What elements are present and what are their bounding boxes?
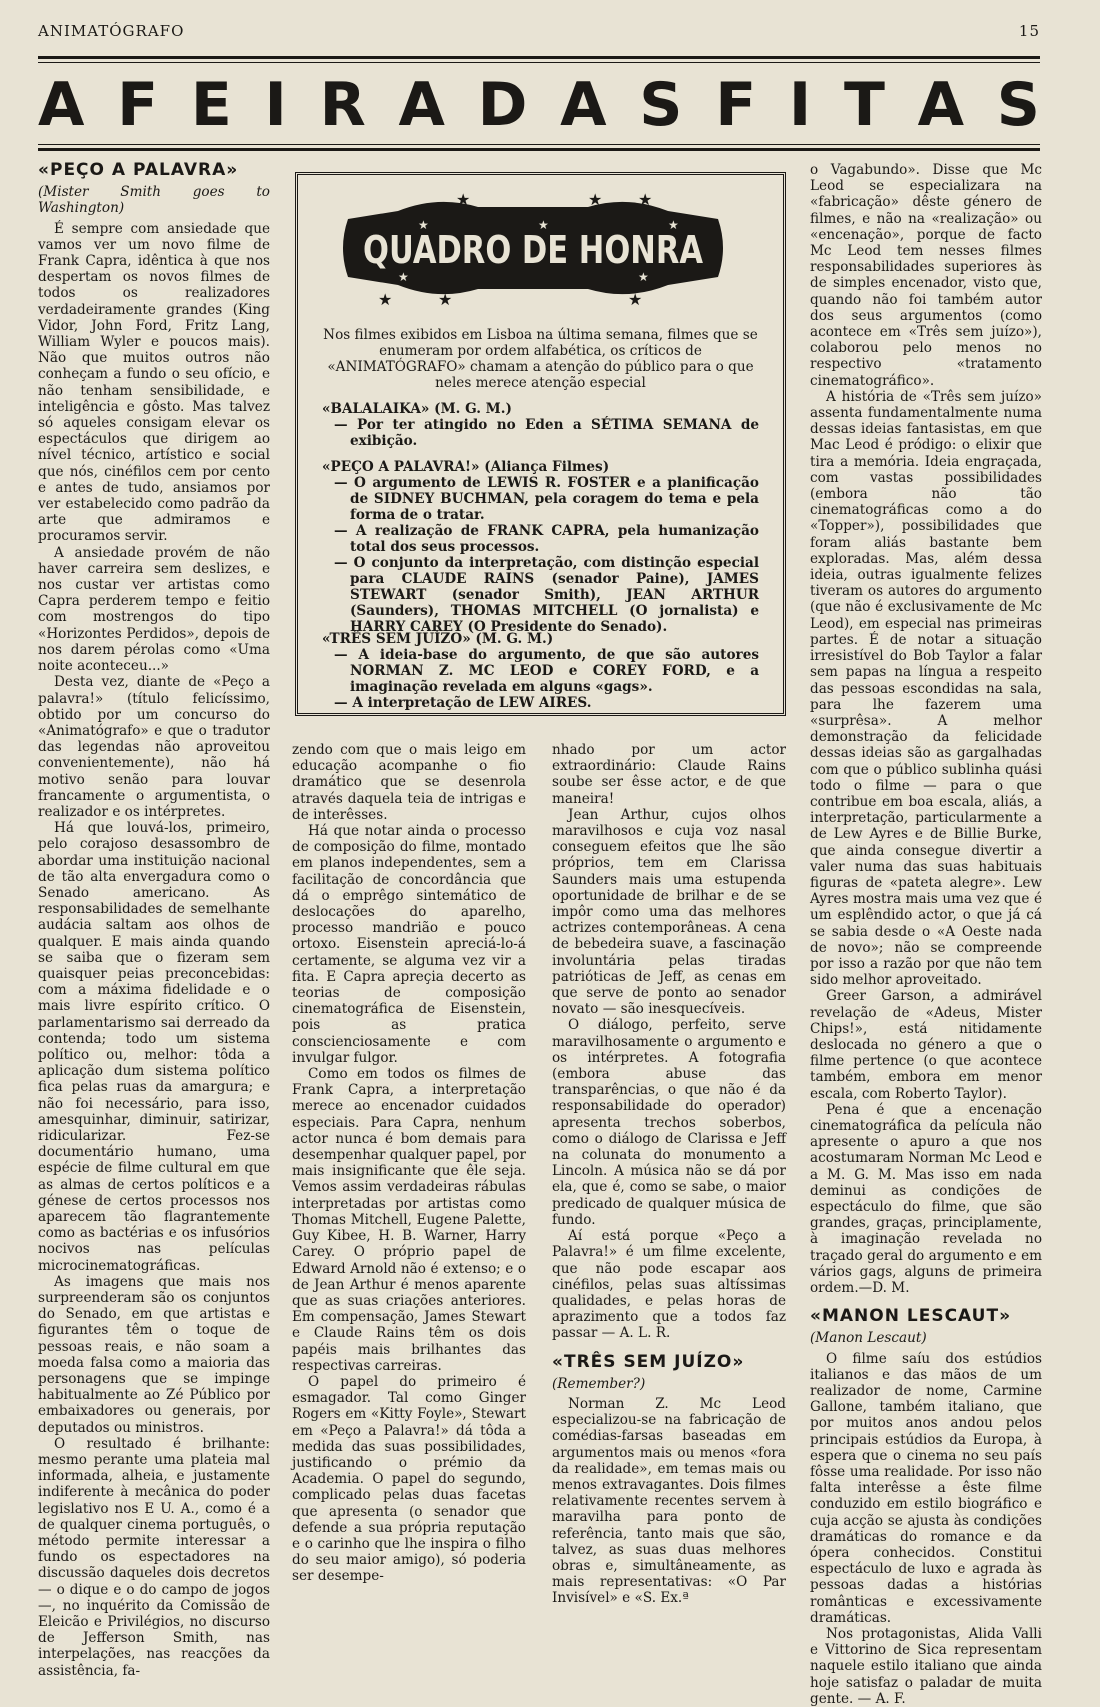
entry-item: — O argumento de LEWIS R. FOSTER e a planificação de SIDNEY BUCHMAN, pela coragem do tema e pela forma de o tratar. — [334, 475, 759, 523]
article-paragraph: nhado por um actor extraordinário: Claude Rains soube ser êsse actor, e de que maneira! — [552, 742, 786, 807]
article-paragraph: Aí está porque «Peço a Palavra!» é um filme excelente, que não pode escapar aos cinéfilos, pelas suas altíssimas qualidades, e pelas horas de aprazimento que a todos faz passar — A. L. R. — [552, 1228, 786, 1342]
honour-intro: Nos filmes exibidos em Lisboa na última semana, filmes que se enumeram por ordem alfabética, os críticos de «ANIMATÓGRAFO» chamam a atenção do público para o que neles merece atenção especial — [323, 327, 758, 391]
banner-letter: S — [639, 70, 683, 140]
svg-text:★: ★ — [456, 190, 471, 209]
banner-rule-thin — [38, 144, 1040, 145]
article-paragraph: Greer Garson, a admirável revelação de «Adeus, Mister Chips!», está nitidamente deslocada no género a que o filme pertence (o que acontece também, embora em menor escala, com Roberto Taylor). — [810, 988, 1042, 1102]
honour-box — [295, 172, 786, 716]
article-paragraph: Pena é que a encenação cinematográfica da película não apresente o apuro a que nos acostumaram Norman Mc Leod e a M. G. M. Mas isso em nada deminui as condições de espectáculo do filme, que são grandes, graças, principlamente, à imaginação revelada no traçado geral do argumento e em vários gags, alguns de primeira ordem.—D. M. — [810, 1101, 1042, 1297]
middle-column-1 — [292, 742, 526, 1585]
entry-item: — A interpretação de LEW AIRES. — [334, 695, 592, 711]
section-subtitle: (Mister Smith goes to Washington) — [38, 184, 270, 217]
article-paragraph: Há que louvá-los, primeiro, pelo corajoso desassombro de abordar uma instituição nacional de tão alta envergadura como o Senado americano. As responsabilidades de semelhante audácia saltam aos olhos de qualquer. E mais ainda quando se saiba que o fizeram sem quaisquer peias preconcebidas: com a máxima fidelidade e o mais livre espírito crítico. O parlamentarismo sai derreado da contenda; todo um sistema político ou, melhor: tôda a aplicação dum sistema político fica pelas ruas da amargura; e não foi necessário, para isso, amesquinhar, diminuir, satirizar, ridicularizar. Fez-se documentário humano, uma espécie de filme cultural em que as almas de certos políticos e a génese de certos processos nos aparecem tão flagrantemente como as bactérias e os infusórios nocivos nas películas microcinematográficas. — [38, 820, 270, 1274]
banner-letter: I — [788, 70, 812, 140]
entry-item: — A realização de FRANK CAPRA, pela humanização total dos seus processos. — [334, 523, 759, 555]
svg-text:★: ★ — [638, 270, 649, 284]
banner-letter: A — [560, 70, 607, 140]
article-paragraph: O resultado é brilhante: mesmo perante uma plateia mal informada, alheia, e justamente indiferente à mecânica do poder legislativo nos E U. A., como é a de qualquer cinema português, o método permite interessar a fundo os espectadores na discussão daqueles dois decretos — o dique e o do campo de jogos —, no inquérito da Comissão de Eleicão e Privilégios, no discurso de Jefferson Smith, nas interpelações, nas reacções da assistência, fa- — [38, 1435, 270, 1679]
top-rule-thin — [38, 62, 1040, 63]
banner-letter: A — [38, 70, 85, 140]
banner-letter: E — [190, 70, 232, 140]
entry-item: — Por ter atingido no Eden a SÉTIMA SEMANA de exibição. — [334, 417, 759, 449]
banner-rule-thick — [38, 148, 1040, 151]
banner-letter: T — [843, 70, 885, 140]
banner-letter: A — [917, 70, 965, 140]
top-rule-thick — [38, 56, 1040, 59]
article-paragraph: O diálogo, perfeito, serve maravilhosamente o argumento e os intérpretes. A fotografia (embora abuse das transparências, o que não é da responsabilidade do operador) apresenta trechos soberbos, como o diálogo de Clarissa e Jeff na colunata do monumento a Lincoln. A música não se dá por ela, que é, como se sabe, o maior predicado de qualquer música de fundo. — [552, 1017, 786, 1228]
article-paragraph: o Vagabundo». Disse que Mc Leod se especializara na «fabricação» dêste género de filmes, e não na «realização» ou «encenação», porque de facto Mc Leod tem nesses filmes responsabilidades superiores às de simples encenador, visto que, quando não foi também autor dos seus argumentos (como acontece em «Três sem juízo»), colaborou pelo menos no respectivo «tratamento cinematográfico». — [810, 162, 1042, 389]
article-paragraph: Há que notar ainda o processo de composição do filme, montado em planos independentes, sem a facilitação de concordância que dá o emprêgo sintemático de deslocações do aparelho, processo mandrião e pouco ortoxo. Eisenstein apreciá-lo-á certamente, se alguma vez vir a fita. E Capra apreçia decerto as teorias de composição cinematográfica de Eisenstein, pois as pratica conscienciosamente e com invulgar fulgor. — [292, 823, 526, 1066]
publication-name: ANIMATÓGRAFO — [38, 22, 185, 40]
entry-title: «PEÇO A PALAVRA!» (Aliança Filmes) — [322, 459, 610, 475]
svg-text:★: ★ — [418, 218, 429, 232]
article-paragraph: Nos protagonistas, Alida Valli e Vittorino de Sica representam naquele estilo italiano que ainda hoje satisfaz o paladar de muita gente. — A. F. — [810, 1626, 1042, 1707]
article-paragraph: Norman Z. Mc Leod especializou-se na fabricação de comédias-farsas baseadas em argumentos mais ou menos «fora da realidade», em temas mais ou menos extravagantes. Dois filmes relativamente recentes servem à maravilha para ponto de referência, tanto mais que são, talvez, as suas duas melhores obras e, simultâneamente, as mais representativas: «O Par Invisível» e «S. Ex.ª — [552, 1395, 786, 1607]
middle-column-2 — [552, 742, 786, 1607]
section-title: «PEÇO A PALAVRA» — [38, 160, 239, 180]
article-paragraph: zendo com que o mais leigo em educação acompanhe o fio dramático que se desenrola através daquela teia de intrigas e de interêsses. — [292, 742, 526, 823]
article-paragraph: É sempre com ansiedade que vamos ver um novo filme de Frank Capra, idêntica à que nos despertam os novos filmes de todos os realizadores verdadeiramente grandes (King Vidor, John Ford, Fritz Lang, William Wyler e poucos mais). Não que muitos outros não conheçam a fundo o seu ofício, e não tenham sensibilidade, e inteligência e gôsto. Mas talvez só aqueles consigam elevar os espectáculos que dirigem ao nível técnico, artístico e social que nós, cinéfilos cem por cento e antes de tudo, ansiamos por ver estabelecido como padrão da arte que admiramos e procuramos servir. — [38, 220, 270, 545]
section-subtitle: (Manon Lescaut) — [810, 1330, 927, 1347]
svg-text:★: ★ — [588, 190, 603, 209]
banner-letter: R — [319, 70, 366, 140]
honour-entry — [322, 401, 759, 449]
right-column — [810, 162, 1042, 1707]
honour-entry — [322, 459, 759, 635]
article-paragraph: A ansiedade provém de não haver carreira sem deslizes, e nos custar ver artistas como Capra perderem tempo e feitio com mostrengos do tipo «Horizontes Perdidos», depois de nos darem pérolas como «Uma noite aconteceu...» — [38, 544, 270, 675]
banner-letter: A — [398, 70, 445, 140]
honour-entry — [322, 631, 759, 711]
article-paragraph: Como em todos os filmes de Frank Capra, a interpretação merece ao encenador cuidados especiais. Para Capra, nenhum actor nunca é bom demais para desempenhar qualquer papel, por mais insignificante que êle seja. Vemos assim verdadeiras rábulas interpretadas por artistas como Thomas Mitchell, Eugene Palette, Guy Kibee, H. B. Warner, Harry Carey. O próprio papel de Edward Arnold não é extenso; e o de Jean Arthur é menos aparente que as suas criações anteriores. Em compensação, James Stewart e Claude Rains têm os dois papéis mais brilhantes das respectivas carreiras. — [292, 1066, 526, 1374]
entry-item: — A ideia-base do argumento, de que são autores NORMAN Z. MC LEOD e COREY FORD, e a imaginação revelada em alguns «gags». — [334, 647, 759, 695]
left-column — [38, 162, 270, 1679]
page-number: 15 — [1018, 22, 1040, 40]
banner-letter: I — [264, 70, 287, 140]
article-paragraph: O filme saíu dos estúdios italianos e das mãos de um realizador de nome, Carmine Gallone, também italiano, que por muitos anos andou pelos principais estúdios da Europa, à espera que o cinema no seu país fôsse uma realidade. Por isso não falta interêsse a êste filme conduzido em estilo biográfico e cuja acção se ajusta às condições dramáticas do romance e da ópera conhecidos. Constitui espectáculo de luxo e agrada às pessoas dadas a histórias românticas e excessivamente dramáticas. — [810, 1350, 1042, 1626]
section-subtitle: (Remember?) — [552, 1375, 646, 1392]
article-paragraph: Desta vez, diante de «Peço a palavra!» (título felicíssimo, obtido por um concurso do «Animatógrafo» e que o tradutor das legendas não aproveitou convenientemente), não há motivo senão para louvar francamente o argumentista, o realizador e os intérpretes. — [38, 674, 270, 820]
banner-letter: F — [715, 70, 757, 140]
banner-letter: D — [477, 70, 528, 140]
svg-text:★: ★ — [638, 190, 653, 209]
svg-text:★: ★ — [438, 290, 453, 309]
honour-heading: QUADRO DE HONRA — [363, 228, 704, 272]
svg-text:★: ★ — [398, 270, 409, 284]
svg-text:★: ★ — [378, 290, 393, 309]
section-title: «MANON LESCAUT» — [810, 1306, 1012, 1327]
entry-title: «TRÊS SEM JUÍZO» (M. G. M.) — [322, 631, 554, 647]
svg-text:★: ★ — [538, 218, 549, 232]
entry-title: «BALALAIKA» (M. G. M.) — [322, 401, 512, 417]
banner-letter: S — [996, 70, 1040, 140]
article-paragraph: Jean Arthur, cujos olhos maravilhosos e cuja voz nasal conseguem efeitos que lhe são próprios, tem em Clarissa Saunders mais uma estupenda oportunidade de brilhar e de se impôr como uma das melhores actrizes contemporâneas. A cena de bebedeira suave, a fascinação involuntária pelas tiradas patrióticas de Jeff, as cenas em que serve de ponto ao senador novato — são inesquecíveis. — [552, 806, 786, 1018]
article-paragraph: As imagens que mais nos surpreenderam são os conjuntos do Senado, em que artistas e figurantes têm o toque de pessoas reais, e não soam a moeda falsa como a maioria das personagens que se impinge habitualmente ao Zé Público por embaixadores ou generais, por deputados ou ministros. — [38, 1273, 270, 1436]
article-paragraph: O papel do primeiro é esmagador. Tal como Ginger Rogers em «Kitty Foyle», Stewart em «Peço a Palavra!» dá tôda a medida das suas possibilidades, justificando o prémio da Academia. O papel do segundo, complicado pelas duas facetas que apresenta (o senador que defende a sua própria reputação e o carinho que lhe inspira o filho do seu maior amigo), só poderia ser desempe- — [292, 1373, 526, 1585]
article-paragraph: A história de «Três sem juízo» assenta fundamentalmente numa dessas ideias fantasistas, em que Mac Leod é pródigo: o elixir que tira a memória. Ideia engraçada, com vastas possibilidades (embora não tão cinematográficas como a do «Topper»), possibilidades que foram aliás bastante bem exploradas. Mas, além dessa ideia, outras igualmente felizes tiveram os autores do argumento (que não é exclusivamente de Mc Leod), em especial nas primeiras partes. É de notar a situação irresistível do Bob Taylor a falar sem papas na língua a respeito das pessoas escondidas na sala, para lhe fazerem uma «surprêsa». A melhor demonstração da felicidade dessas ideias são as gargalhadas com que o público sublinha quási todo o filme — para o que contribue em boa escala, aliás, a interpretação, particularmente a de Lew Ayres e de Billie Burke, que ainda consegue divertir a valer numa das suas habituais figuras de «pateta alegre». Lew Ayres mostra mais uma vez que é um esplêndido actor, o que já cá se sabia desde o «A Oeste nada de novo»; não se compreende por isso a razão por que não tem sido melhor aproveitado. — [810, 388, 1042, 989]
running-header — [38, 22, 1040, 44]
quadro-de-honra-emblem — [338, 189, 728, 307]
section-title: «TRÊS SEM JUÍZO» — [552, 1351, 745, 1372]
svg-text:★: ★ — [628, 290, 643, 309]
banner-title — [38, 72, 1040, 138]
svg-text:★: ★ — [668, 218, 679, 232]
banner-letter: F — [117, 70, 159, 140]
entry-item: — O conjunto da interpretação, com distinção especial para CLAUDE RAINS (senador Paine), JAMES STEWART (senador Smith), JEAN ARTHUR (Saunders), THOMAS MITCHELL (O jornalista) e HARRY CAREY (O Presidente do Senado). — [334, 555, 759, 635]
